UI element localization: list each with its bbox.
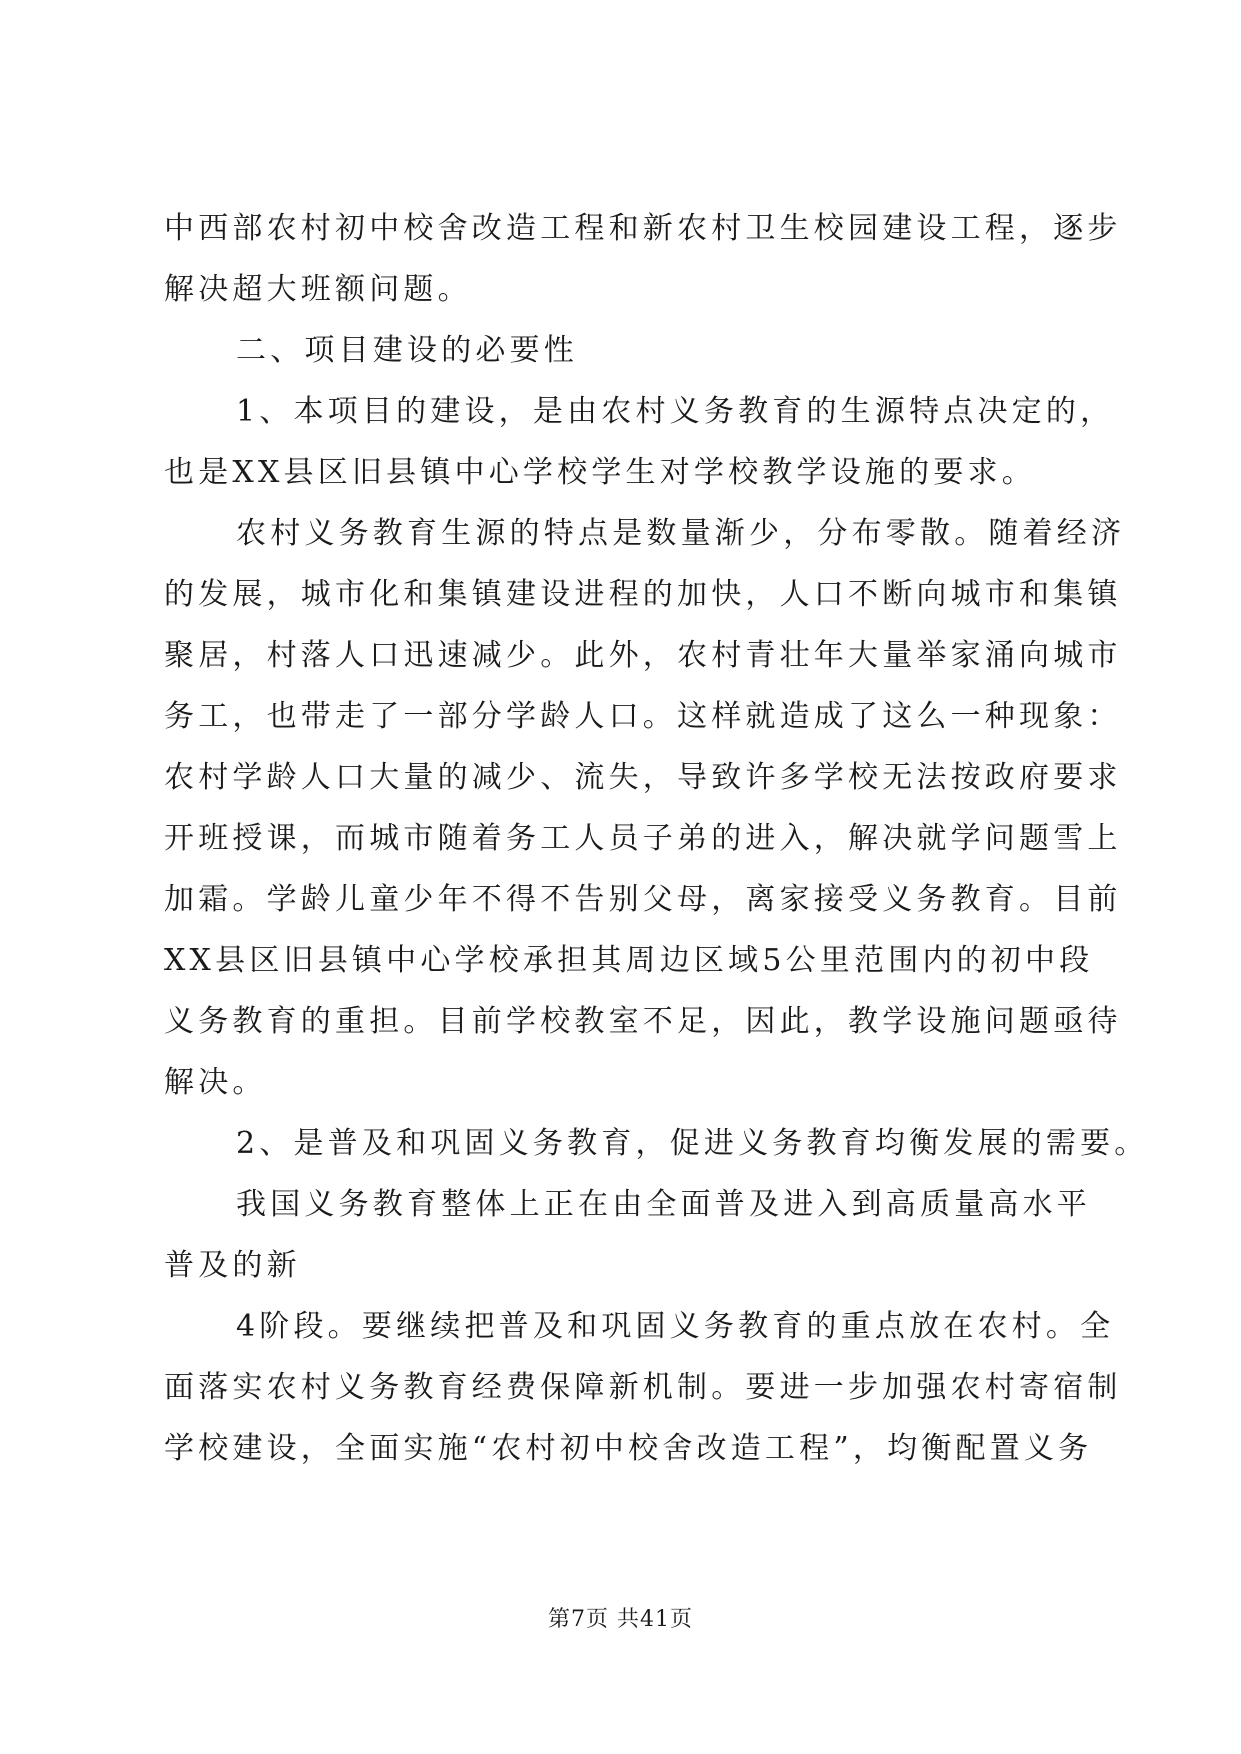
text-line: 农村学龄人口大量的减少、流失，导致许多学校无法按政府要求	[164, 760, 1122, 795]
text-line: 2、是普及和巩固义务教育，促进义务教育均衡发展的需要。	[236, 1126, 1149, 1161]
text-line: 开班授课，而城市随着务工人员子弟的进入，解决就学问题雪上	[164, 821, 1122, 856]
text-line: 解决超大班额问题。	[164, 272, 472, 307]
text-line: 也是XX县区旧县镇中心学校学生对学校教学设施的要求。	[164, 455, 1036, 490]
text-line: XX县区旧县镇中心学校承担其周边区域5公里范围内的初中段	[164, 943, 1094, 978]
text-line: 解决。	[164, 1065, 267, 1100]
text-line: 面落实农村义务教育经费保障新机制。要进一步加强农村寄宿制	[164, 1370, 1122, 1405]
text-line: 普及的新	[164, 1248, 301, 1283]
text-line: 聚居，村落人口迅速减少。此外，农村青壮年大量举家涌向城市	[164, 638, 1122, 673]
section-heading: 二、项目建设的必要性	[236, 333, 578, 368]
text-line: 义务教育的重担。目前学校教室不足，因此，教学设施问题亟待	[164, 1004, 1122, 1039]
text-line: 4阶段。要继续把普及和巩固义务教育的重点放在农村。全	[236, 1309, 1115, 1344]
text-line: 加霜。学龄儿童少年不得不告别父母，离家接受义务教育。目前	[164, 882, 1122, 917]
text-line: 1、本项目的建设，是由农村义务教育的生源特点决定的，	[236, 394, 1115, 429]
text-line: 的发展，城市化和集镇建设进程的加快，人口不断向城市和集镇	[164, 577, 1122, 612]
page-footer: 第7页 共41页	[548, 1607, 693, 1632]
text-line: 中西部农村初中校舍改造工程和新农村卫生校园建设工程，逐步	[164, 211, 1122, 246]
text-line: 学校建设，全面实施“农村初中校舍改造工程”，均衡配置义务	[164, 1431, 1093, 1466]
text-line: 我国义务教育整体上正在由全面普及进入到高质量高水平	[236, 1187, 1091, 1222]
text-line: 农村义务教育生源的特点是数量渐少，分布零散。随着经济	[236, 516, 1126, 551]
text-line: 务工，也带走了一部分学龄人口。这样就造成了这么一种现象：	[164, 699, 1122, 734]
